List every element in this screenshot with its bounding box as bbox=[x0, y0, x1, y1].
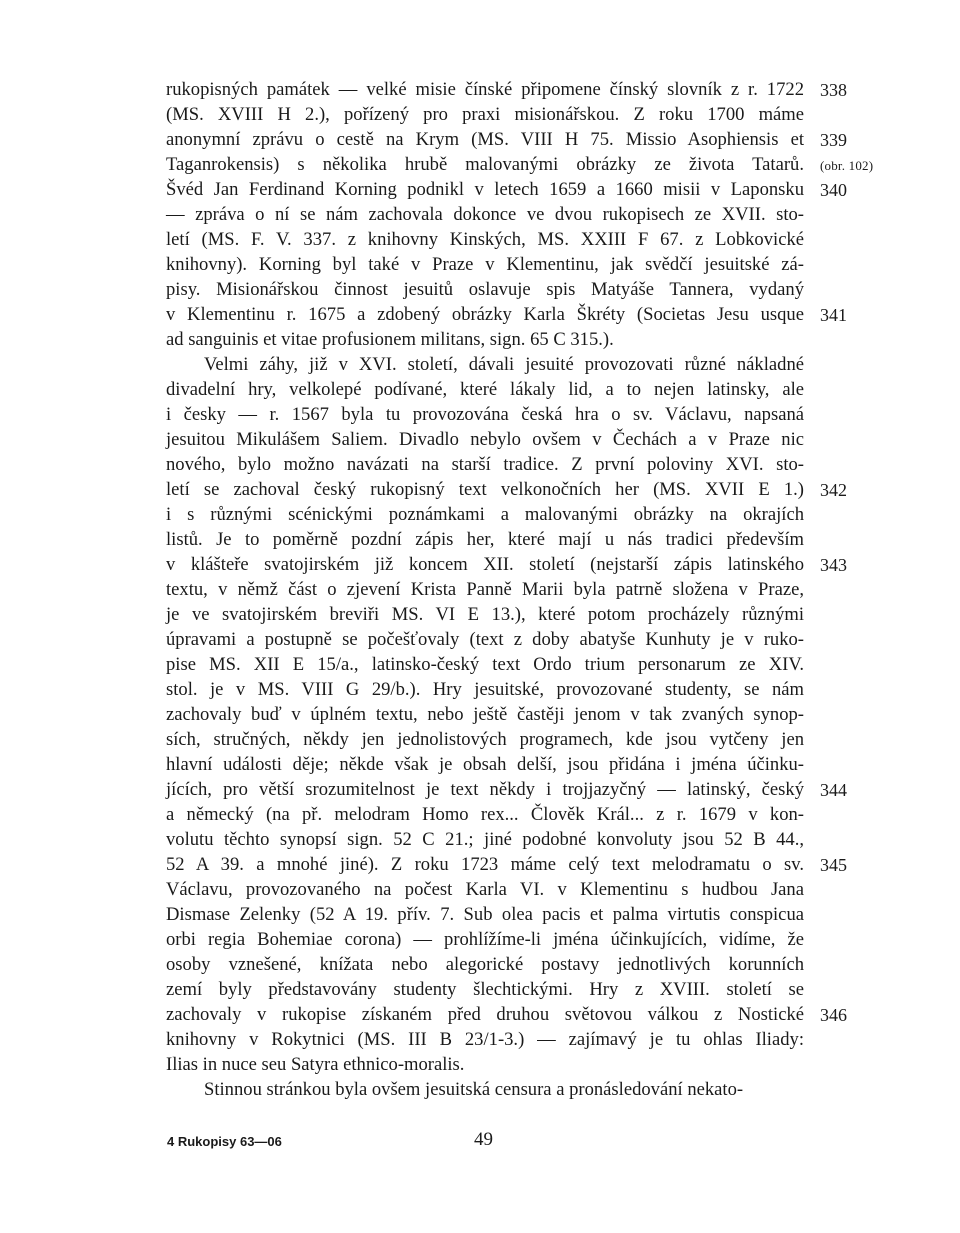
text-line: 52 A 39. a mnohé jiné). Z roku 1723 máme celý text melodramatu o sv. bbox=[166, 854, 804, 875]
margin-ref: 344 bbox=[820, 780, 847, 800]
text-line: rukopisných památek — velké misie čínské připomene čínský slovník z r. 1722 bbox=[166, 79, 804, 100]
text-line: knihovny). Korning byl také v Praze v Klementinu, jak svědčí jesuitské zá- bbox=[166, 254, 804, 275]
paragraph-start: Velmi záhy, již v XVI. století, dávali jesuité provozovati různé nákladné bbox=[204, 354, 804, 375]
text-line: — zpráva o ní se nám zachovala dokonce ve dvou rukopisech ze XVII. sto- bbox=[166, 204, 804, 225]
margin-figure-ref: (obr. 102) bbox=[820, 158, 874, 173]
text-line: textu, v němž část o zjevení Krista Panně Marii byla patrně složena v Praze, bbox=[166, 579, 804, 600]
text-line: jících, pro větší srozumitelnost je text někdy i trojjazyčný — latinský, český bbox=[166, 779, 804, 800]
text-line: Václavu, provozovaného na počest Karla VI. v Klementinu s hudbou Jana bbox=[166, 879, 804, 900]
text-line: Taganrokensis) s několika hrubě malovanými obrázky ze života Tatarů. bbox=[166, 154, 804, 175]
text-line: úpravami a postupně se počešťovaly (text z doby abatyše Kunhuty je v ruko- bbox=[166, 629, 804, 650]
text-line: knihovny v Rokytnici (MS. III B 23/1-3.) — zajímavý je tu ohlas Iliady: bbox=[166, 1029, 804, 1050]
margin-ref: 341 bbox=[820, 305, 847, 325]
text-line: je ve svatojirském breviři MS. VI E 13.), které potom procházely různými bbox=[166, 604, 804, 625]
text-line: Dismase Zelenky (52 A 19. přív. 7. Sub olea pacis et palma virtutis conspicua bbox=[166, 904, 804, 925]
printer-signature: 4 Rukopisy 63—06 bbox=[167, 1134, 282, 1149]
margin-ref: 346 bbox=[820, 1005, 847, 1025]
text-line: v Klementinu r. 1675 a zdobený obrázky Karla Škréty (Societas Jesu usque bbox=[166, 304, 804, 325]
text-line: jesuitou Mikulášem Saliem. Divadlo nebylo ovšem v Čechách a v Praze nic bbox=[166, 429, 804, 450]
margin-ref: 339 bbox=[820, 130, 847, 150]
text-line: letí se zachoval český rukopisný text velkonočních her (MS. XVII E 1.) bbox=[166, 479, 804, 500]
text-line: sích, stručných, někdy jen jednolistových programech, kde jsou vytčeny jen bbox=[166, 729, 804, 750]
text-line: pisy. Misionářskou činnost jesuitů oslavuje spis Matyáše Tannera, vydaný bbox=[166, 279, 804, 300]
margin-ref: 342 bbox=[820, 480, 847, 500]
text-line: divadelní hry, velkolepé podívané, které lákaly lid, a to nejen latinsky, ale bbox=[166, 379, 804, 400]
text-line: ad sanguinis et vitae profusionem militans, sign. 65 C 315.). bbox=[166, 329, 614, 350]
text-line: hlavní události děje; někde však je obsah delší, jsou přidána i jména účinku- bbox=[166, 754, 804, 775]
text-line: volutu těchto synopsí sign. 52 C 21.; jiné podobné konvoluty jsou 52 B 44., bbox=[166, 829, 804, 850]
text-line: (MS. XVIII H 2.), pořízený pro praxi misionářskou. Z roku 1700 máme bbox=[166, 104, 804, 125]
text-line: a německý (na př. melodram Homo rex... Člověk Král... z r. 1679 v kon- bbox=[166, 804, 804, 825]
text-line: pise MS. XII E 15/a., latinsko-český text Ordo trium personarum ze XIV. bbox=[166, 654, 804, 675]
text-line: stol. je v MS. VIII G 29/b.). Hry jesuitské, provozované studenty, se nám bbox=[166, 679, 804, 700]
margin-ref: 343 bbox=[820, 555, 847, 575]
margin-ref: 345 bbox=[820, 855, 847, 875]
page-number: 49 bbox=[474, 1129, 493, 1150]
text-line: letí (MS. F. V. 337. z knihovny Kinských, MS. XXIII F 67. z Lobkovické bbox=[166, 229, 804, 250]
margin-ref: 338 bbox=[820, 80, 847, 100]
margin-ref: 340 bbox=[820, 180, 847, 200]
text-line: i česky — r. 1567 byla tu provozována česká hra o sv. Václavu, napsaná bbox=[166, 404, 804, 425]
text-line: Švéd Jan Ferdinand Korning podnikl v letech 1659 a 1660 misii v Laponsku bbox=[166, 179, 804, 200]
text-line: anonymní zprávu o cestě na Krym (MS. VIII H 75. Missio Asophiensis et bbox=[166, 129, 804, 150]
text-line: zachovaly buď v úplném textu, nebo ještě častěji jenom v tak zvaných synop- bbox=[166, 704, 804, 725]
text-line: listů. Je to poměrně pozdní zápis her, které mají u nás tradici především bbox=[166, 529, 804, 550]
text-line: orbi regia Bohemiae corona) — prohlížíme-li jména účinkujících, vidíme, že bbox=[166, 929, 804, 950]
text-line: nového, bylo možno navázati na starší tradice. Z první poloviny XVI. sto- bbox=[166, 454, 804, 475]
text-line: v klášteře svatojirském již koncem XII. století (nejstarší zápis latinského bbox=[166, 554, 804, 575]
text-line: osoby vznešené, knížata nebo alegorické postavy jednotlivých korunních bbox=[166, 954, 804, 975]
text-line: zemí byly představovány studenty šlechtickými. Hry z XVIII. století se bbox=[166, 979, 804, 1000]
text-line: zachovaly v rukopise získaném před druhou světovou válkou z Nostické bbox=[166, 1004, 804, 1025]
paragraph-start: Stinnou stránkou byla ovšem jesuitská censura a pronásledování nekato- bbox=[204, 1079, 744, 1100]
text-line: Ilias in nuce seu Satyra ethnico-moralis. bbox=[166, 1054, 465, 1075]
text-line: i s různými scénickými poznámkami a malovanými obrázky na okrajích bbox=[166, 504, 804, 525]
